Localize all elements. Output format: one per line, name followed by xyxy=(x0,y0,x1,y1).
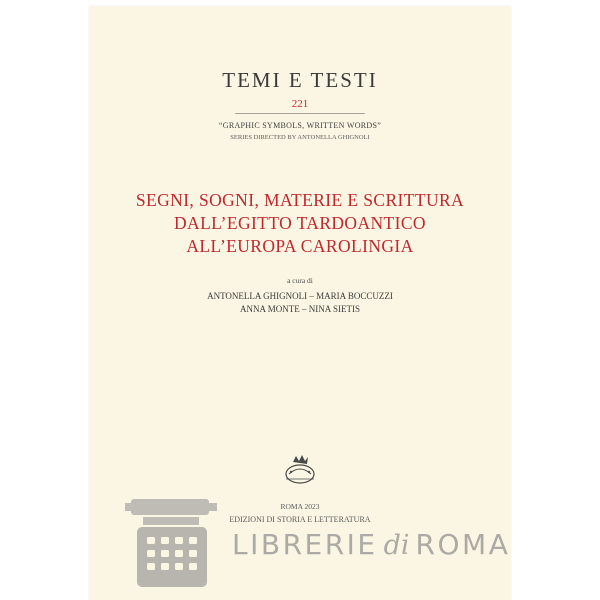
editors-line: ANTONELLA GHIGNOLI – MARIA BOCCUZZI xyxy=(207,291,393,301)
publisher-name: EDIZIONI DI STORIA E LETTERATURA xyxy=(229,515,371,524)
place-year: ROMA 2023 xyxy=(280,502,320,511)
book-title-line: ALL’EUROPA CAROLINGIA xyxy=(186,236,414,256)
series-title: TEMI E TESTI xyxy=(222,68,378,92)
editors-line: ANNA MONTE – NINA SIETIS xyxy=(240,304,360,314)
watermark-text xyxy=(232,528,510,561)
book-title-line: DALL’EGITTO TARDOANTICO xyxy=(174,213,426,233)
editors xyxy=(89,290,511,316)
series-number: 221 xyxy=(291,98,309,110)
series-director: SERIES DIRECTED BY ANTONELLA GHIGNOLI xyxy=(230,134,370,141)
series-divider xyxy=(235,113,365,114)
book-title-line: SEGNI, SOGNI, MATERIE E SCRITTURA xyxy=(135,190,465,210)
subseries-title: “GRAPHIC SYMBOLS, WRITTEN WORDS” xyxy=(218,121,382,130)
book-title xyxy=(89,189,511,258)
watermark-word: ROMA xyxy=(415,528,511,561)
watermark-word: di xyxy=(383,530,410,561)
publisher-emblem-icon xyxy=(281,452,319,486)
typewriter-icon xyxy=(123,493,223,593)
editors-intro: a cura di xyxy=(287,276,313,285)
watermark-word: LIBRERIE xyxy=(232,528,378,561)
